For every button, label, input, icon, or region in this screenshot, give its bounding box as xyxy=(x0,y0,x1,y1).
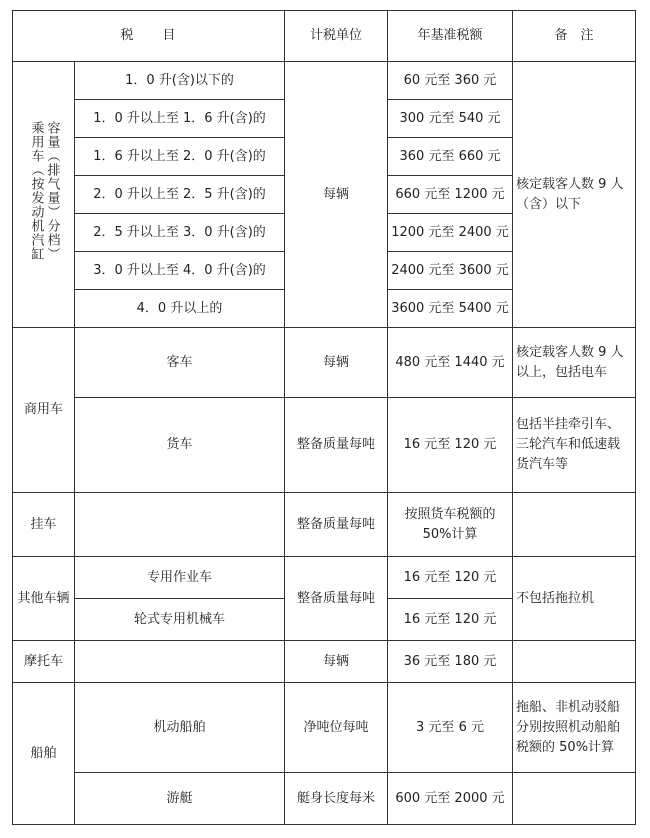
motorcycle-note xyxy=(513,641,636,683)
passenger-row-label: 4．0 升以上的 xyxy=(75,290,285,328)
truck-amount: 16 元至 120 元 xyxy=(388,398,513,493)
trailer-unit: 整备质量每吨 xyxy=(285,493,388,557)
motorcycle-category: 摩托车 xyxy=(13,641,75,683)
passenger-row-amount: 360 元至 660 元 xyxy=(388,138,513,176)
motorcycle-unit: 每辆 xyxy=(285,641,388,683)
table-row xyxy=(13,493,636,557)
table-row xyxy=(13,641,636,683)
yacht-note xyxy=(513,773,636,825)
passenger-row-label: 1．0 升以上至 1．6 升(含)的 xyxy=(75,100,285,138)
passenger-row-amount: 3600 元至 5400 元 xyxy=(388,290,513,328)
table-row xyxy=(13,683,636,773)
passenger-row-label: 2．5 升以上至 3．0 升(含)的 xyxy=(75,214,285,252)
other-row-label: 轮式专用机械车 xyxy=(75,599,285,641)
vehicle-tax-table xyxy=(12,10,636,825)
passenger-row-amount: 1200 元至 2400 元 xyxy=(388,214,513,252)
motor-vessel-amount: 3 元至 6 元 xyxy=(388,683,513,773)
passenger-row-amount: 60 元至 360 元 xyxy=(388,62,513,100)
trailer-amount: 按照货车税额的 50%计算 xyxy=(388,493,513,557)
motor-vessel-note: 拖船、非机动驳船分别按照机动船舶税额的 50%计算 xyxy=(513,683,636,773)
bus-amount: 480 元至 1440 元 xyxy=(388,328,513,398)
table-row xyxy=(13,557,636,599)
table-row xyxy=(13,62,636,100)
passenger-row-label: 1．0 升(含)以下的 xyxy=(75,62,285,100)
bus-label: 客车 xyxy=(75,328,285,398)
yacht-unit: 艇身长度每米 xyxy=(285,773,388,825)
motorcycle-label xyxy=(75,641,285,683)
passenger-row-amount: 2400 元至 3600 元 xyxy=(388,252,513,290)
commercial-category: 商用车 xyxy=(13,328,75,493)
other-note: 不包括拖拉机 xyxy=(513,557,636,641)
passenger-row-label: 2．0 升以上至 2．5 升(含)的 xyxy=(75,176,285,214)
table-row xyxy=(13,773,636,825)
yacht-amount: 600 元至 2000 元 xyxy=(388,773,513,825)
truck-unit: 整备质量每吨 xyxy=(285,398,388,493)
vessel-category: 船舶 xyxy=(13,683,75,825)
motor-vessel-label: 机动船舶 xyxy=(75,683,285,773)
motorcycle-amount: 36 元至 180 元 xyxy=(388,641,513,683)
other-unit: 整备质量每吨 xyxy=(285,557,388,641)
table-row xyxy=(13,328,636,398)
bus-unit: 每辆 xyxy=(285,328,388,398)
other-category: 其他车辆 xyxy=(13,557,75,641)
bus-note: 核定载客人数 9 人以上，包括电车 xyxy=(513,328,636,398)
passenger-row-label: 1．6 升以上至 2．0 升(含)的 xyxy=(75,138,285,176)
table-row xyxy=(13,398,636,493)
header-amount: 年基准税额 xyxy=(388,11,513,62)
other-row-amount: 16 元至 120 元 xyxy=(388,599,513,641)
passenger-row-label: 3．0 升以上至 4．0 升(含)的 xyxy=(75,252,285,290)
trailer-label xyxy=(75,493,285,557)
passenger-note: 核定载客人数 9 人（含）以下 xyxy=(513,62,636,328)
motor-vessel-unit: 净吨位每吨 xyxy=(285,683,388,773)
yacht-label: 游艇 xyxy=(75,773,285,825)
passenger-row-amount: 660 元至 1200 元 xyxy=(388,176,513,214)
passenger-category-cell xyxy=(13,62,75,328)
passenger-row-amount: 300 元至 540 元 xyxy=(388,100,513,138)
passenger-subcategory: 容量（排气量）分档） xyxy=(44,121,60,261)
trailer-category: 挂车 xyxy=(13,493,75,557)
trailer-note xyxy=(513,493,636,557)
passenger-category: 乘用车（按发动机汽缸 xyxy=(28,121,44,261)
header-unit: 计税单位 xyxy=(285,11,388,62)
other-row-label: 专用作业车 xyxy=(75,557,285,599)
passenger-unit: 每辆 xyxy=(285,62,388,328)
header-note: 备 注 xyxy=(513,11,636,62)
truck-note: 包括半挂牵引车、三轮汽车和低速载货汽车等 xyxy=(513,398,636,493)
other-row-amount: 16 元至 120 元 xyxy=(388,557,513,599)
truck-label: 货车 xyxy=(75,398,285,493)
header-row xyxy=(13,11,636,62)
header-item: 税 目 xyxy=(13,11,285,62)
